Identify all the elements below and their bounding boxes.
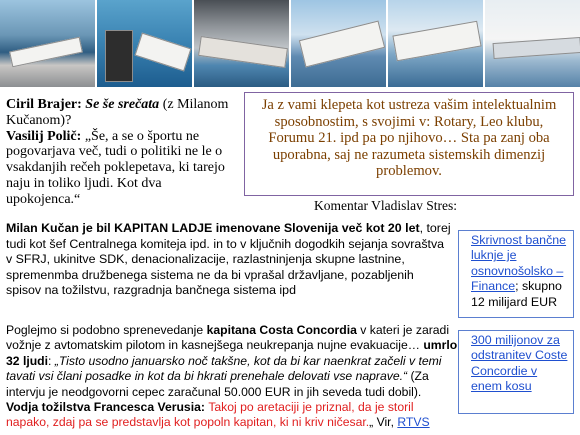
paragraph-body: , torej tudi kot šef Centralnega komiteja ipd. in to v ključnih dogodkih sejanja sovraštva v SFRJ, ukinitve SDK, denacionalizacije, razlastninjenja skupne lastnine, spremenmba družbenega sistema ne da bi vprašal državljane, pozabljenih spisov na tožilstvu, razgradnja bančnega sistema ipd (6, 221, 451, 298)
red-quote: Takoj po aretaciji je priznal, da je storil napako, zdaj pa se predstavlja kot popoln kapitan, ki ni kriv ničesar. (6, 400, 414, 430)
commentary-box: Ja z vami klepeta kot ustreza vašim intelektualnim sposobnostim, s svojimi v: Rotary, Leo klubu, Forumu 21. ipd pa po njihovo… Sta pa zanj oba uporabna, saj ne razumeta sistemskih dimenzij problemov. (244, 92, 574, 196)
sidebar-box-concordia-removal (458, 330, 574, 414)
bold-text: umrlo 32 ljudi (6, 338, 458, 368)
italic-quote: „Tisto usodno januarsko noč takšne, kot da bi kar naenkrat začeli v temi tavati vsi člani posadke in kot da bi hkrati prenehale delovati vse naprave.“ (6, 353, 442, 384)
photo-strip (0, 0, 580, 87)
ship-wreck-photo-4 (291, 0, 388, 87)
question-rest: (z Milanom Kučanom)? (6, 97, 229, 128)
bank-hole-link[interactable]: Skrivnost bančne luknje je osnovnošolsko – Finance (471, 233, 567, 294)
prosecutor-name: Vodja tožilstva Francesca Verusia: (6, 400, 209, 415)
speaker-name: Ciril Brajer: (6, 97, 82, 112)
paragraph-text: „ Vir, (369, 415, 398, 430)
ship-wreck-photo-6 (485, 0, 580, 87)
paragraph-text: : (48, 353, 55, 368)
commentary-author: Komentar Vladislav Stres: (314, 198, 457, 213)
paragraph-text: Poglejmo si podobno sprenevedanje (6, 323, 207, 337)
source-link[interactable]: RTVS (397, 415, 430, 430)
sidebar-box-bank-hole (458, 230, 574, 318)
bold-text: kapitana Costa Concordia (206, 323, 357, 337)
ship-wreck-photo-3 (194, 0, 291, 87)
sidebar-text: ; skupno 12 milijard EUR (471, 279, 562, 309)
paragraph-text: (Za intervju je neodgovorni cepec zaračunal 50.000 EUR in jih seveda tudi dobil). (6, 369, 429, 399)
ship-wreck-photo-2 (97, 0, 194, 87)
answer-text: „Še, a se o športu ne pogovarjava več, tudi o politiki ne le o vsakdanjih rečeh poklepetava, ki tarejo naju in toliko ljudi. Kot dva upokojenca.“ (6, 128, 225, 207)
paragraph-captain-slovenia (6, 221, 452, 299)
speaker-name: Vasilij Polič: (6, 128, 82, 144)
paragraph-text: v kateri je zaradi vožnje z avtomatskim pilotom in kasnejšega neukrepanja nujne evakuacije… (6, 323, 450, 353)
ship-wreck-photo-1 (0, 0, 97, 87)
question-text: Se še srečata (85, 97, 160, 112)
concordia-removal-link[interactable]: 300 milijonov za odstranitev Coste Concordie v enem kosu (471, 333, 568, 394)
ship-wreck-photo-5 (388, 0, 485, 87)
paragraph-lead: Milan Kučan je bil KAPITAN LADJE imenovane Slovenija več kot 20 let (6, 221, 420, 235)
brajer-polic-dialogue (6, 97, 238, 208)
paragraph-costa-concordia (6, 323, 458, 431)
